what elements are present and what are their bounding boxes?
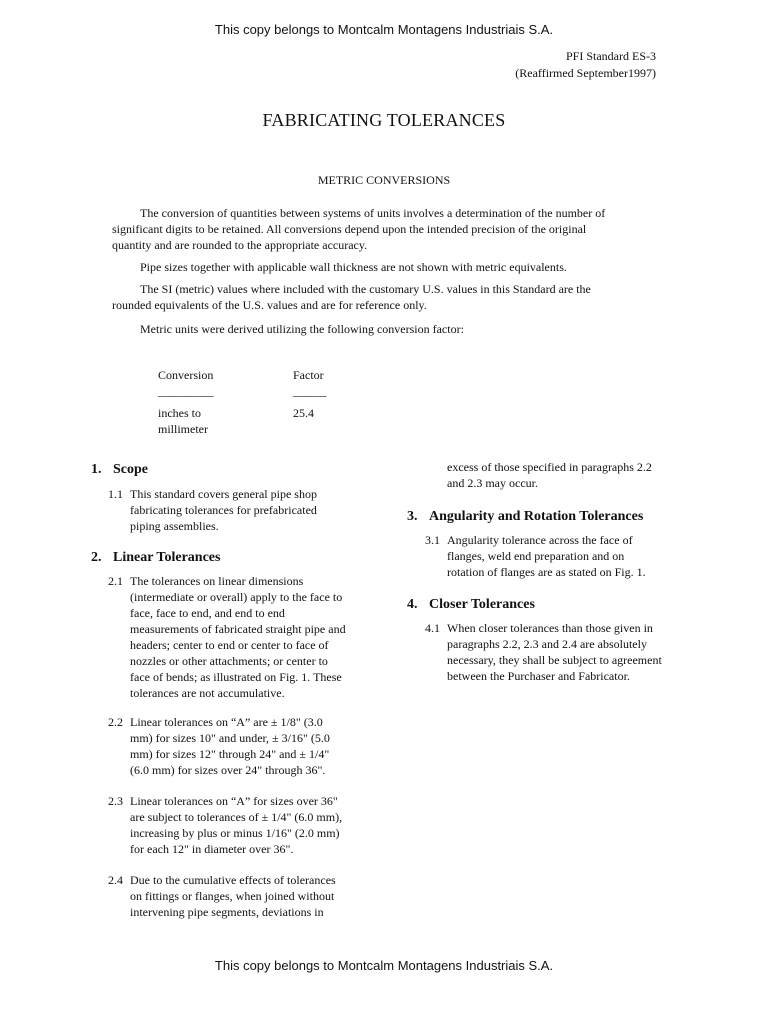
metric-paragraph-4: Metric units were derived utilizing the following conversion factor:	[140, 322, 464, 336]
section-heading-angularity: 3. Angularity and Rotation Tolerances	[407, 509, 644, 524]
list-item: 2.1 The tolerances on linear dimensions (intermediate or overall) apply to the face to face, face to end, and end to end measurements of fabricated straight pipe and headers; center to end or center to face of nozzles or other attachments; or center to face of bends; as illustrated on Fig. 1. These tolerances are not accumulative.	[108, 574, 346, 700]
list-item: 2.4 Due to the cumulative effects of tolerances on fittings or flanges, when joined without intervening pipe segments, deviations in	[108, 873, 336, 919]
list-item: 2.3 Linear tolerances on “A” for sizes over 36" are subject to tolerances of ± 1/4" (6.0 mm), increasing by plus or minus 1/16" (2.0 mm) for each 12" in diameter over 36".	[108, 794, 343, 856]
section-heading-scope: 1. Scope	[91, 462, 148, 477]
item-2-4-continuation: excess of those specified in paragraphs 2.2 and 2.3 may occur.	[447, 460, 652, 490]
section-heading-closer-tolerances: 4. Closer Tolerances	[407, 597, 535, 612]
standard-id	[515, 48, 656, 82]
table-cell-factor: 25.4	[293, 406, 314, 420]
list-item: 2.2 Linear tolerances on “A” are ± 1/8" (3.0 mm) for sizes 10" and under, ± 3/16" (5.0 mm) for sizes 12" through 24" and ± 1/4" (6.0 mm) for sizes over 24" through 36".	[108, 715, 330, 777]
section-heading-linear-tolerances: 2. Linear Tolerances	[91, 550, 221, 565]
list-item: 4.1 When closer tolerances than those given in paragraphs 2.2, 2.3 and 2.4 are absolutely necessary, they shall be subject to agreement between the Purchaser and Fabricator.	[425, 621, 662, 683]
copy-notice-footer: This copy belongs to Montcalm Montagens Industriais S.A.	[214, 958, 554, 973]
page-title: FABRICATING TOLERANCES	[262, 110, 506, 130]
list-item: 3.1 Angularity tolerance across the face of flanges, weld end preparation and on rotation of flanges are as stated on Fig. 1.	[425, 533, 646, 579]
metric-paragraph-1: The conversion of quantities between systems of units involves a determination of the number of significant digits to be retained. All conversions depend upon the intended precision of the original quantity and are rounded to the appropriate accuracy.	[112, 206, 606, 252]
list-item: 1.1 This standard covers general pipe shop fabricating tolerances for prefabricated piping assemblies.	[108, 487, 317, 533]
standard-number: PFI Standard ES-3	[566, 49, 656, 63]
table-rule-conversion: __________	[158, 384, 213, 398]
metric-heading: METRIC CONVERSIONS	[317, 173, 451, 187]
metric-paragraph-3: The SI (metric) values where included with the customary U.S. values in this Standard are the rounded equivalents of the U.S. values and are for reference only.	[112, 282, 591, 312]
metric-paragraph-2: Pipe sizes together with applicable wall thickness are not shown with metric equivalents.	[140, 260, 567, 274]
copy-notice-header: This copy belongs to Montcalm Montagens Industriais S.A.	[214, 22, 554, 37]
table-header-conversion: Conversion	[158, 368, 214, 382]
table-rule-factor: ______	[293, 384, 326, 398]
table-header-factor: Factor	[293, 368, 324, 382]
reaffirmed-date: (Reaffirmed September1997)	[515, 66, 656, 80]
table-cell-conversion: inches to millimeter	[158, 406, 208, 436]
